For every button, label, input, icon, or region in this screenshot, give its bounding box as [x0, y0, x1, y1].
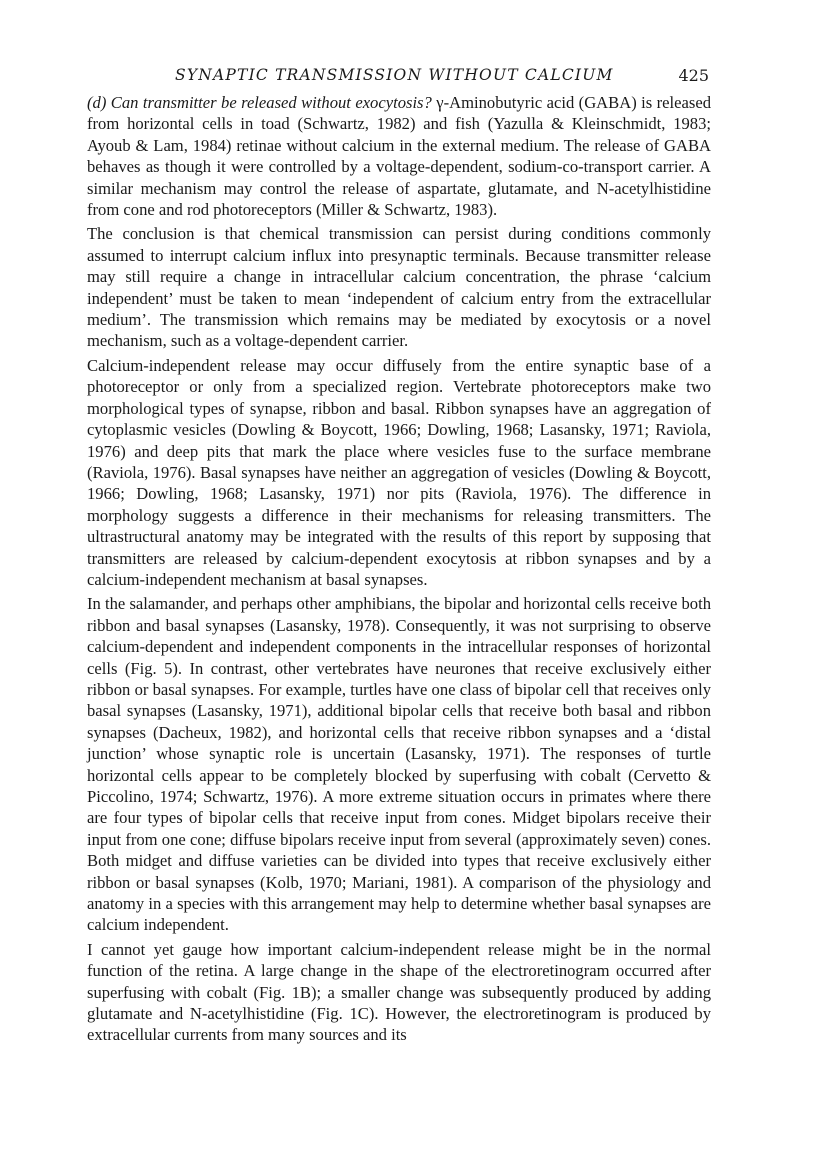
paragraph-text: In the salamander, and perhaps other amphibians, the bipolar and horizontal cells receive both ribbon and basal synapses (Lasansky, 1978). Consequently, it was not surprising to observe calcium-dependent and independent components in the intracellular responses of horizontal cells (Fig. 5). In contrast, other vertebrates have neurones that receive exclusively either ribbon or basal synapses. For example, turtles have one class of bipolar cell that receives only basal synapses (Lasansky, 1971), additional bipolar cells that receive both basal and ribbon synapses (Dacheux, 1982), and horizontal cells that receive ribbon synapses and a ‘distal junction’ whose synaptic role is uncertain (Lasansky, 1971). The responses of turtle horizontal cells appear to be completely blocked by superfusing with cobalt (Cervetto & Piccolino, 1974; Schwartz, 1976). A more extreme situation occurs in primates where there are four types of bipolar cells that receive input from cones. Midget bipolars receive their input from one cone; diffuse bipolars receive input from several (approximately seven) cones. Both midget and diffuse varieties can be divided into types that receive exclusively either ribbon or basal synapses (Kolb, 1970; Mariani, 1981). A comparison of the physiology and anatomy in a species with this arrangement may help to determine whether basal synapses are calcium independent.: [87, 594, 711, 935]
paragraph-release-sites: [87, 355, 711, 590]
paragraph-salamander: [87, 593, 711, 936]
section-heading-d: (d) Can transmitter be released without exocytosis?: [87, 93, 432, 112]
paragraph-text: γ-Aminobutyric acid (GABA) is released from horizontal cells in toad (Schwartz, 1982) and fish (Yazulla & Kleinschmidt, 1983; Ayoub & Lam, 1984) retinae without calcium in the external medium. The release of GABA behaves as though it were controlled by a voltage-dependent, sodium-co-transport carrier. A similar mechanism may control the release of aspartate, glutamate, and N-acetylhistidine from cone and rod photoreceptors (Miller & Schwartz, 1983).: [87, 93, 712, 220]
journal-page: [87, 66, 711, 1049]
paragraph-text: The conclusion is that chemical transmission can persist during conditions commonly assumed to interrupt calcium influx into presynaptic terminals. Because transmitter release may still require a change in intracellular calcium concentration, the phrase ‘calcium independent’ must be taken to mean ‘independent of calcium entry from the extracellular medium’. The transmission which remains may be mediated by exocytosis or a novel mechanism, such as a voltage-dependent carrier.: [87, 224, 711, 351]
running-title: SYNAPTIC TRANSMISSION WITHOUT CALCIUM: [175, 66, 614, 84]
paragraph-retina-function: [87, 939, 711, 1046]
running-head: [87, 66, 711, 92]
page-number: 425: [678, 66, 709, 85]
paragraph-exocytosis: [87, 92, 711, 220]
paragraph-text: Calcium-independent release may occur diffusely from the entire synaptic base of a photoreceptor or only from a specialized region. Vertebrate photoreceptors make two morphological types of synapse, ribbon and basal. Ribbon synapses have an aggregation of cytoplasmic vesicles (Dowling & Boycott, 1966; Dowling, 1968; Lasansky, 1971; Raviola, 1976) and deep pits that mark the place where vesicles fuse to the surface membrane (Raviola, 1976). Basal synapses have neither an aggregation of vesicles (Dowling & Boycott, 1966; Dowling, 1968; Lasansky, 1971) nor pits (Raviola, 1976). The difference in morphology suggests a difference in their mechanisms for releasing transmitters. The ultrastructural anatomy may be integrated with the results of this report by supposing that transmitters are released by calcium-dependent exocytosis at ribbon synapses and by a calcium-independent mechanism at basal synapses.: [87, 355, 711, 589]
article-body: [87, 92, 711, 1046]
paragraph-text: I cannot yet gauge how important calcium-independent release might be in the normal function of the retina. A large change in the shape of the electroretinogram occurred after superfusing with cobalt (Fig. 1B); a smaller change was subsequently produced by adding glutamate and N-acetylhistidine (Fig. 1C). However, the electroretinogram is produced by extracellular currents from many sources and its: [87, 939, 711, 1045]
paragraph-conclusion: [87, 223, 711, 351]
